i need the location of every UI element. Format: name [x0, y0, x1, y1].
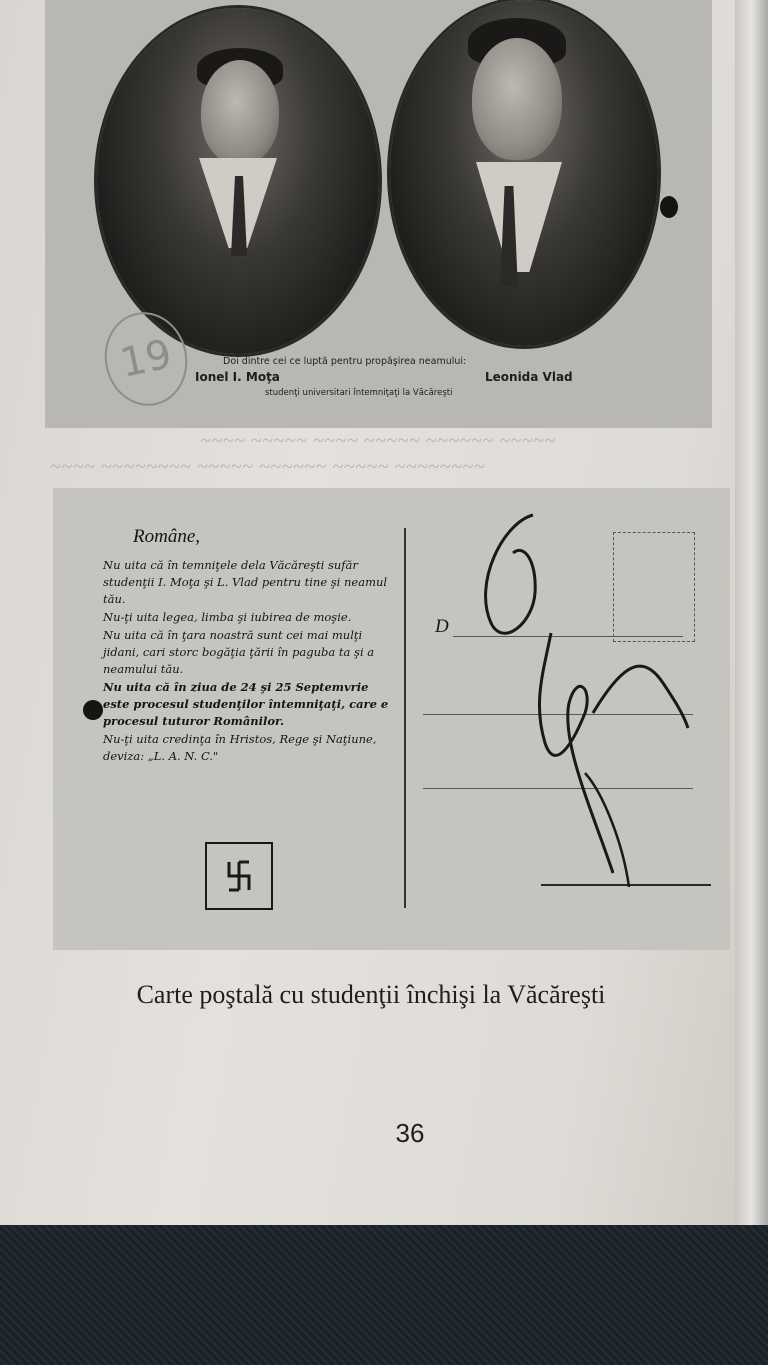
- photo-caption-line3: studenţi universitari întemniţaţi la Văcăreşti: [265, 388, 453, 398]
- postcard-salutation: Române,: [133, 526, 201, 547]
- photo-caption-name-left: Ionel I. Moţa: [195, 370, 280, 384]
- postcard-paragraph-5: Nu-ţi uita credinţa în Hristos, Rege şi Naţiune, deviza: „L. A. N. C.": [103, 732, 377, 763]
- postcard-plate: [53, 488, 730, 950]
- postcard-paragraph-4: Nu uita că în ziua de 24 şi 25 Septemvrie este procesul studenţilor întemniţaţi, care e procesul tuturor Românilor.: [103, 680, 389, 728]
- portrait-right: [390, 0, 658, 346]
- figure-caption: Carte poştală cu studenţii închişi la Văcăreşti: [136, 980, 606, 1009]
- postcard-paragraph-2: Nu-ţi uita legea, limba şi iubirea de moşie.: [103, 610, 352, 624]
- postcard-paragraph-3: Nu uita că în ţara noastră sunt cei mai mulţi jidani, cari storc bogăţia ţării în paguba ta şi a neamului tău.: [103, 628, 375, 676]
- postcard-paragraph-1: Nu uita că în temniţele dela Văcăreşti sufăr studenţii I. Moţa şi L. Vlad pentru tine şi neamul tău.: [103, 558, 388, 606]
- show-through-text: ~~~~ ~~~~~ ~~~~ ~~~~~ ~~~~~~ ~~~~~ ~~~~ ~~~~~~~~ ~~~~~ ~~~~~~ ~~~~~ ~~~~~~~~: [50, 430, 556, 478]
- archive-number-stamp: 19: [96, 305, 196, 414]
- postcard-divider: [404, 528, 406, 908]
- photo-caption-name-right: Leonida Vlad: [485, 370, 573, 384]
- handwritten-signature-icon: [473, 513, 703, 893]
- punch-hole: [660, 196, 678, 218]
- postcard-message: [103, 528, 398, 766]
- swastika-emblem-icon: [205, 842, 273, 910]
- photo-caption-line1: Doi dintre cei ce luptă pentru propăşirea neamului:: [223, 356, 467, 367]
- address-prefix: D: [435, 616, 449, 637]
- book-page-edge: [735, 0, 768, 1235]
- page-number: 36: [395, 1118, 425, 1148]
- table-cloth-background: [0, 1225, 768, 1365]
- portrait-left: [97, 8, 379, 354]
- portrait-photo-plate: [45, 0, 712, 428]
- ink-dot: [83, 700, 103, 720]
